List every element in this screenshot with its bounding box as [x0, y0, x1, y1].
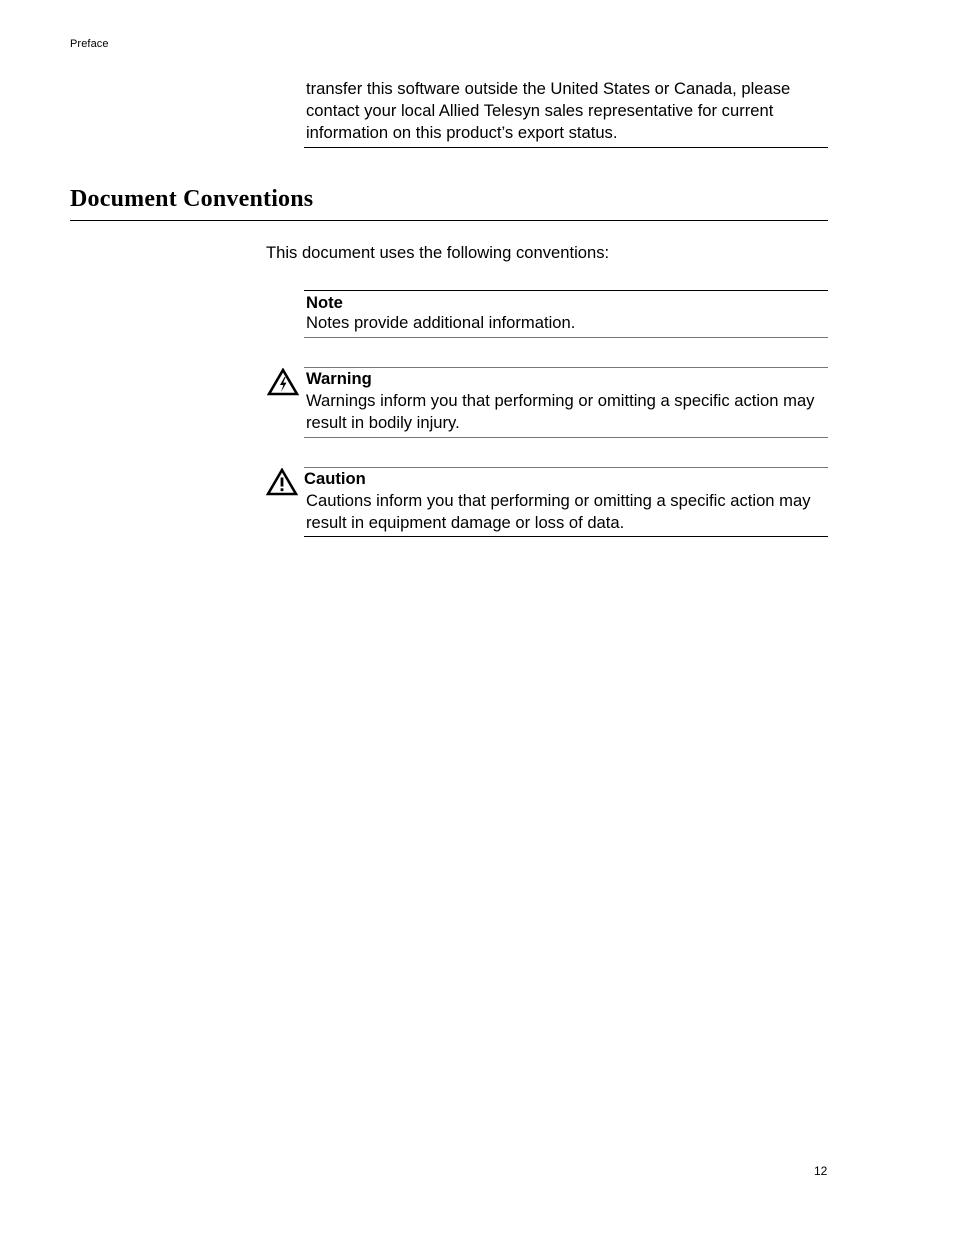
caution-body: Cautions inform you that performing or omitting a specific action may result in equipment damage or loss of data. [306, 491, 811, 532]
warning-top-rule [304, 367, 828, 368]
running-head: Preface [70, 38, 109, 50]
warning-body: Warnings inform you that performing or omitting a specific action may result in bodily injury. [306, 391, 815, 432]
continued-paragraph: transfer this software outside the United States or Canada, please contact your local Allied Telesyn sales representative for current information on this product’s export status. [306, 79, 791, 142]
caution-heading: Caution [304, 469, 366, 488]
section-title: Document Conventions [70, 186, 314, 212]
note-heading: Note [306, 293, 343, 312]
warning-bottom-rule [304, 437, 828, 438]
note-body: Notes provide additional information. [306, 313, 576, 332]
note-top-rule [304, 290, 828, 291]
electrical-hazard-icon [267, 368, 299, 396]
page-number: 12 [814, 1164, 828, 1178]
section-title-rule [70, 220, 828, 221]
section-intro: This document uses the following conventions: [266, 243, 610, 262]
caution-top-rule [304, 467, 828, 468]
paragraph-end-rule [304, 147, 828, 148]
note-bottom-rule [304, 337, 828, 338]
caution-bottom-rule [304, 536, 828, 537]
warning-heading: Warning [306, 369, 372, 388]
exclamation-triangle-icon [266, 468, 298, 496]
